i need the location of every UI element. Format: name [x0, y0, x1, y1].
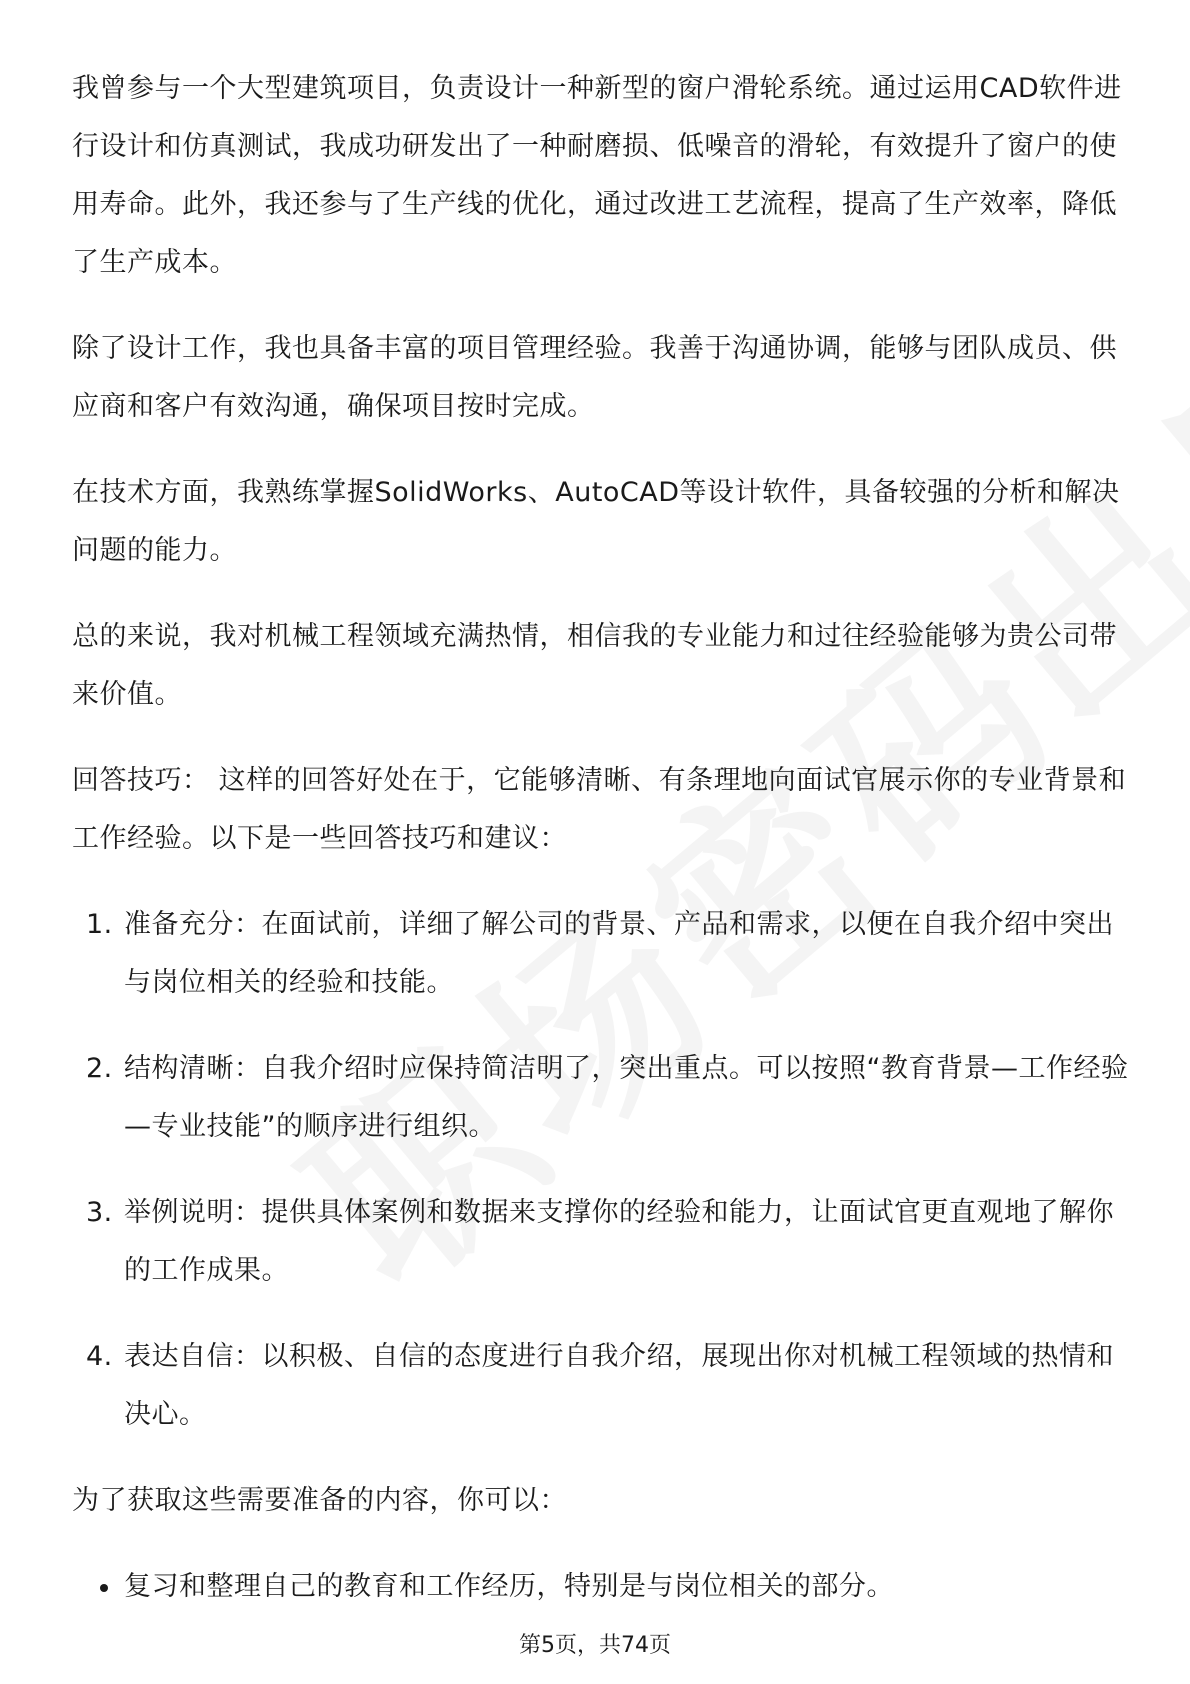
bullet-list: [72, 1558, 1132, 1616]
list-item: [72, 1328, 1132, 1444]
tips-list: [72, 896, 1132, 1444]
paragraph-preparation-intro: 为了获取这些需要准备的内容，你可以：: [72, 1485, 567, 1516]
document-body: [72, 60, 1132, 1616]
list-item-text: 举例说明：提供具体案例和数据来支撑你的经验和能力，让面试官更直观地了解你的工作成果。: [124, 1197, 1114, 1286]
list-number: 4.: [86, 1341, 113, 1372]
paragraph-summary: 总的来说，我对机械工程领域充满热情，相信我的专业能力和过往经验能够为贵公司带来价值。: [72, 621, 1117, 710]
paragraph-project-experience: 我曾参与一个大型建筑项目，负责设计一种新型的窗户滑轮系统。通过运用CAD软件进行设计和仿真测试，我成功研发出了一种耐磨损、低噪音的滑轮，有效提升了窗户的使用寿命。此外，我还参与了生产线的优化，通过改进工艺流程，提高了生产效率，降低了生产成本。: [72, 73, 1122, 278]
list-item: [72, 1040, 1132, 1156]
list-item-text: 结构清晰：自我介绍时应保持简洁明了，突出重点。可以按照“教育背景—工作经验—专业技能”的顺序进行组织。: [124, 1053, 1129, 1142]
list-item-text: 表达自信：以积极、自信的态度进行自我介绍，展现出你对机械工程领域的热情和决心。: [124, 1341, 1114, 1430]
bullet-dot-icon: [100, 1584, 108, 1592]
page-number-footer: 第5页，共74页: [519, 1633, 671, 1658]
bullet-item-text: 复习和整理自己的教育和工作经历，特别是与岗位相关的部分。: [124, 1571, 894, 1602]
list-item: [72, 896, 1132, 1012]
paragraph-answer-tips-intro: 回答技巧： 这样的回答好处在于，它能够清晰、有条理地向面试官展示你的专业背景和工作经验。以下是一些回答技巧和建议：: [72, 765, 1127, 854]
list-item-text: 准备充分：在面试前，详细了解公司的背景、产品和需求，以便在自我介绍中突出与岗位相关的经验和技能。: [124, 909, 1114, 998]
bullet-item: [72, 1558, 1132, 1616]
paragraph-management-experience: 除了设计工作，我也具备丰富的项目管理经验。我善于沟通协调，能够与团队成员、供应商和客户有效沟通，确保项目按时完成。: [72, 333, 1117, 422]
list-item: [72, 1184, 1132, 1300]
list-number: 3.: [86, 1197, 113, 1228]
list-number: 2.: [86, 1053, 113, 1084]
paragraph-technical-skills: 在技术方面，我熟练掌握SolidWorks、AutoCAD等设计软件，具备较强的分析和解决问题的能力。: [72, 477, 1120, 566]
list-number: 1.: [86, 909, 113, 940]
